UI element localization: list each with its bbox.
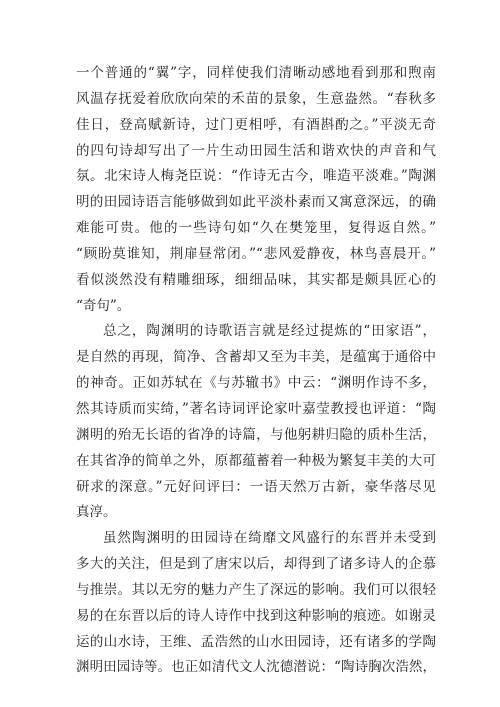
text-line: 的四句诗却写出了一片生动田园生活和谐欢快的声音和气 xyxy=(76,142,436,159)
text-line: 在其省净的简单之外，原都蕴蓄着一种极为繁复丰美的大可 xyxy=(76,452,436,469)
text-line: 真淳。 xyxy=(76,504,117,521)
text-line: 运的山水诗，王维、孟浩然的山水田园诗，还有诸多的学陶 xyxy=(76,633,436,650)
text-line: 看似淡然没有精雕细琢，细细品味，其实都是颇具匠心的 xyxy=(76,271,436,288)
text-line: 与推崇。其以无穷的魅力产生了深远的影响。我们可以很轻 xyxy=(76,581,436,598)
text-line: 虽然陶渊明的田园诗在绮靡文风盛行的东晋并未受到 xyxy=(103,530,436,547)
text-line: 总之，陶渊明的诗歌语言就是经过提炼的“田家语”， xyxy=(103,323,436,340)
text-line: 难能可贵。他的一些诗句如“久在樊笼里，复得返自然。” xyxy=(76,220,436,237)
text-line: 易的在东晋以后的诗人诗作中找到这种影响的痕迹。如谢灵 xyxy=(76,607,436,624)
text-line: 的神奇。正如苏轼在《与苏辙书》中云：“渊明作诗不多， xyxy=(76,375,436,392)
text-line: 佳日，登高赋新诗，过门更相呼，有酒斟酌之。”平淡无奇 xyxy=(76,116,436,133)
text-line: “奇句”。 xyxy=(76,297,131,314)
text-line: 明的田园诗语言能够做到如此平淡朴素而又寓意深远，的确 xyxy=(76,194,436,211)
document-body-text xyxy=(76,61,436,681)
text-line: 渊明田园诗等。也正如清代文人沈德潜说：“陶诗胸次浩然， xyxy=(76,659,436,676)
text-line: 氛。北宋诗人梅尧臣说：“作诗无古今，唯造平淡难。”陶渊 xyxy=(76,168,436,185)
text-line: 渊明的殆无长语的省净的诗篇，与他躬耕归隐的质朴生活， xyxy=(76,426,436,443)
text-line: 研求的深意。”元好问评曰：一语天然万古新，豪华落尽见 xyxy=(76,478,436,495)
text-line: “顾盼莫谁知，荆扉昼常闭。”“悲风爱静夜，林鸟喜晨开。” xyxy=(76,245,436,262)
text-line: 是自然的再现，简净、含蓄却又至为丰美，是蕴寓于通俗中 xyxy=(76,349,436,366)
text-line: 然其诗质而实绮，”著名诗词评论家叶嘉莹教授也评道：“陶 xyxy=(76,400,436,417)
text-line: 一个普通的“翼”字，同样使我们清晰动感地看到那和煦南 xyxy=(76,65,436,81)
text-line: 风温存抚爱着欣欣向荣的禾苗的景象，生意盎然。“春秋多 xyxy=(76,90,436,107)
text-line: 多大的关注，但是到了唐宋以后，却得到了诸多诗人的企慕 xyxy=(76,556,436,573)
